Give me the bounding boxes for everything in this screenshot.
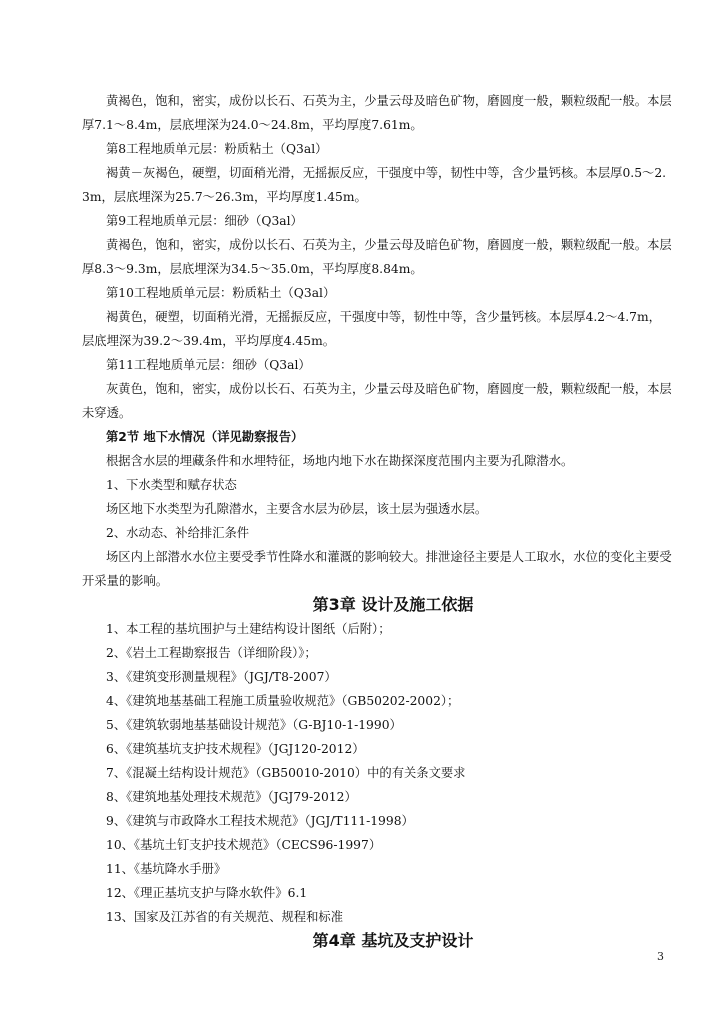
reference-item: 10、《基坑土钉支护技术规范》（CECS96-1997） (106, 838, 382, 852)
reference-item: 5、《建筑软弱地基基础设计规范》（G-BJ10-1-1990） (106, 718, 402, 732)
chapter-3-title: 第3章 设计及施工依据 (312, 595, 474, 614)
heading-groundwater-type: 1、下水类型和赋存状态 (106, 478, 237, 492)
reference-item: 8、《建筑地基处理技术规范》（JGJ79-2012） (106, 790, 357, 804)
reference-item: 9、《建筑与市政降水工程技术规范》（JGJ/T111-1998） (106, 814, 414, 828)
heading-layer-10: 第10工程地质单元层：粉质粘土（Q3al） (106, 286, 336, 300)
section-2-title: 第2节 地下水情况（详见勘察报告） (106, 430, 304, 444)
document-content (82, 89, 672, 953)
heading-layer-8: 第8工程地质单元层：粉质粘土（Q3al） (106, 142, 328, 156)
paragraph-layer7-description: 黄褐色，饱和，密实，成份以长石、石英为主，少量云母及暗色矿物，磨圆度一般，颗粒级配一般。本层厚7.1～8.4m，层底埋深为24.0～24.8m，平均厚度7.61m。 (82, 94, 672, 132)
paragraph-layer-8: 褐黄－灰褐色，硬塑，切面稍光滑，无摇振反应，干强度中等，韧性中等，含少量钙核。本层厚0.5～2.3m，层底埋深为25.7～26.3m，平均厚度1.45m。 (82, 166, 667, 204)
reference-item: 4、《建筑地基基础工程施工质量验收规范》（GB50202-2002）； (106, 694, 460, 708)
paragraph-water-dynamics: 场区内上部潜水水位主要受季节性降水和灌溉的影响较大。排泄途径主要是人工取水，水位的变化主要受开采量的影响。 (82, 550, 672, 588)
reference-item: 3、《建筑变形测量规程》（JGJ/T8-2007） (106, 670, 337, 684)
paragraph-layer-9: 黄褐色，饱和，密实，成份以长石、石英为主，少量云母及暗色矿物，磨圆度一般，颗粒级配一般。本层厚8.3～9.3m，层底埋深为34.5～35.0m，平均厚度8.84m。 (82, 238, 672, 276)
paragraph-layer-10: 褐黄色，硬塑，切面稍光滑，无摇振反应，干强度中等，韧性中等，含少量钙核。本层厚4.2～4.7m，层底埋深为39.2～39.4m，平均厚度4.45m。 (82, 310, 661, 348)
heading-water-dynamics: 2、水动态、补给排汇条件 (106, 526, 250, 540)
references-list (82, 617, 672, 929)
heading-layer-9: 第9工程地质单元层：细砂（Q3al） (106, 214, 303, 228)
reference-item: 13、国家及江苏省的有关规范、规程和标准 (106, 910, 343, 924)
reference-item: 11、《基坑降水手册》 (106, 862, 227, 876)
chapter-4-title: 第4章 基坑及支护设计 (312, 931, 474, 950)
reference-item: 12、《理正基坑支护与降水软件》6.1 (106, 886, 308, 900)
paragraph-groundwater-intro: 根据含水层的埋藏条件和水埋特征，场地内地下水在勘探深度范围内主要为孔隙潜水。 (106, 454, 574, 468)
reference-item: 2、《岩土工程勘察报告（详细阶段）》； (106, 646, 317, 660)
page-number: 3 (657, 950, 664, 963)
paragraph-groundwater-type: 场区地下水类型为孔隙潜水，主要含水层为砂层，该土层为强透水层。 (106, 502, 488, 516)
reference-item: 1、本工程的基坑围护与土建结构设计图纸（后附）； (106, 622, 391, 636)
paragraph-layer-11: 灰黄色，饱和，密实，成份以长石、石英为主，少量云母及暗色矿物，磨圆度一般，颗粒级配一般，本层未穿透。 (82, 382, 672, 420)
heading-layer-11: 第11工程地质单元层：细砂（Q3al） (106, 358, 311, 372)
reference-item: 7、《混凝土结构设计规范》（GB50010-2010）中的有关条文要求 (106, 766, 466, 780)
reference-item: 6、《建筑基坑支护技术规程》（JGJ120-2012） (106, 742, 365, 756)
